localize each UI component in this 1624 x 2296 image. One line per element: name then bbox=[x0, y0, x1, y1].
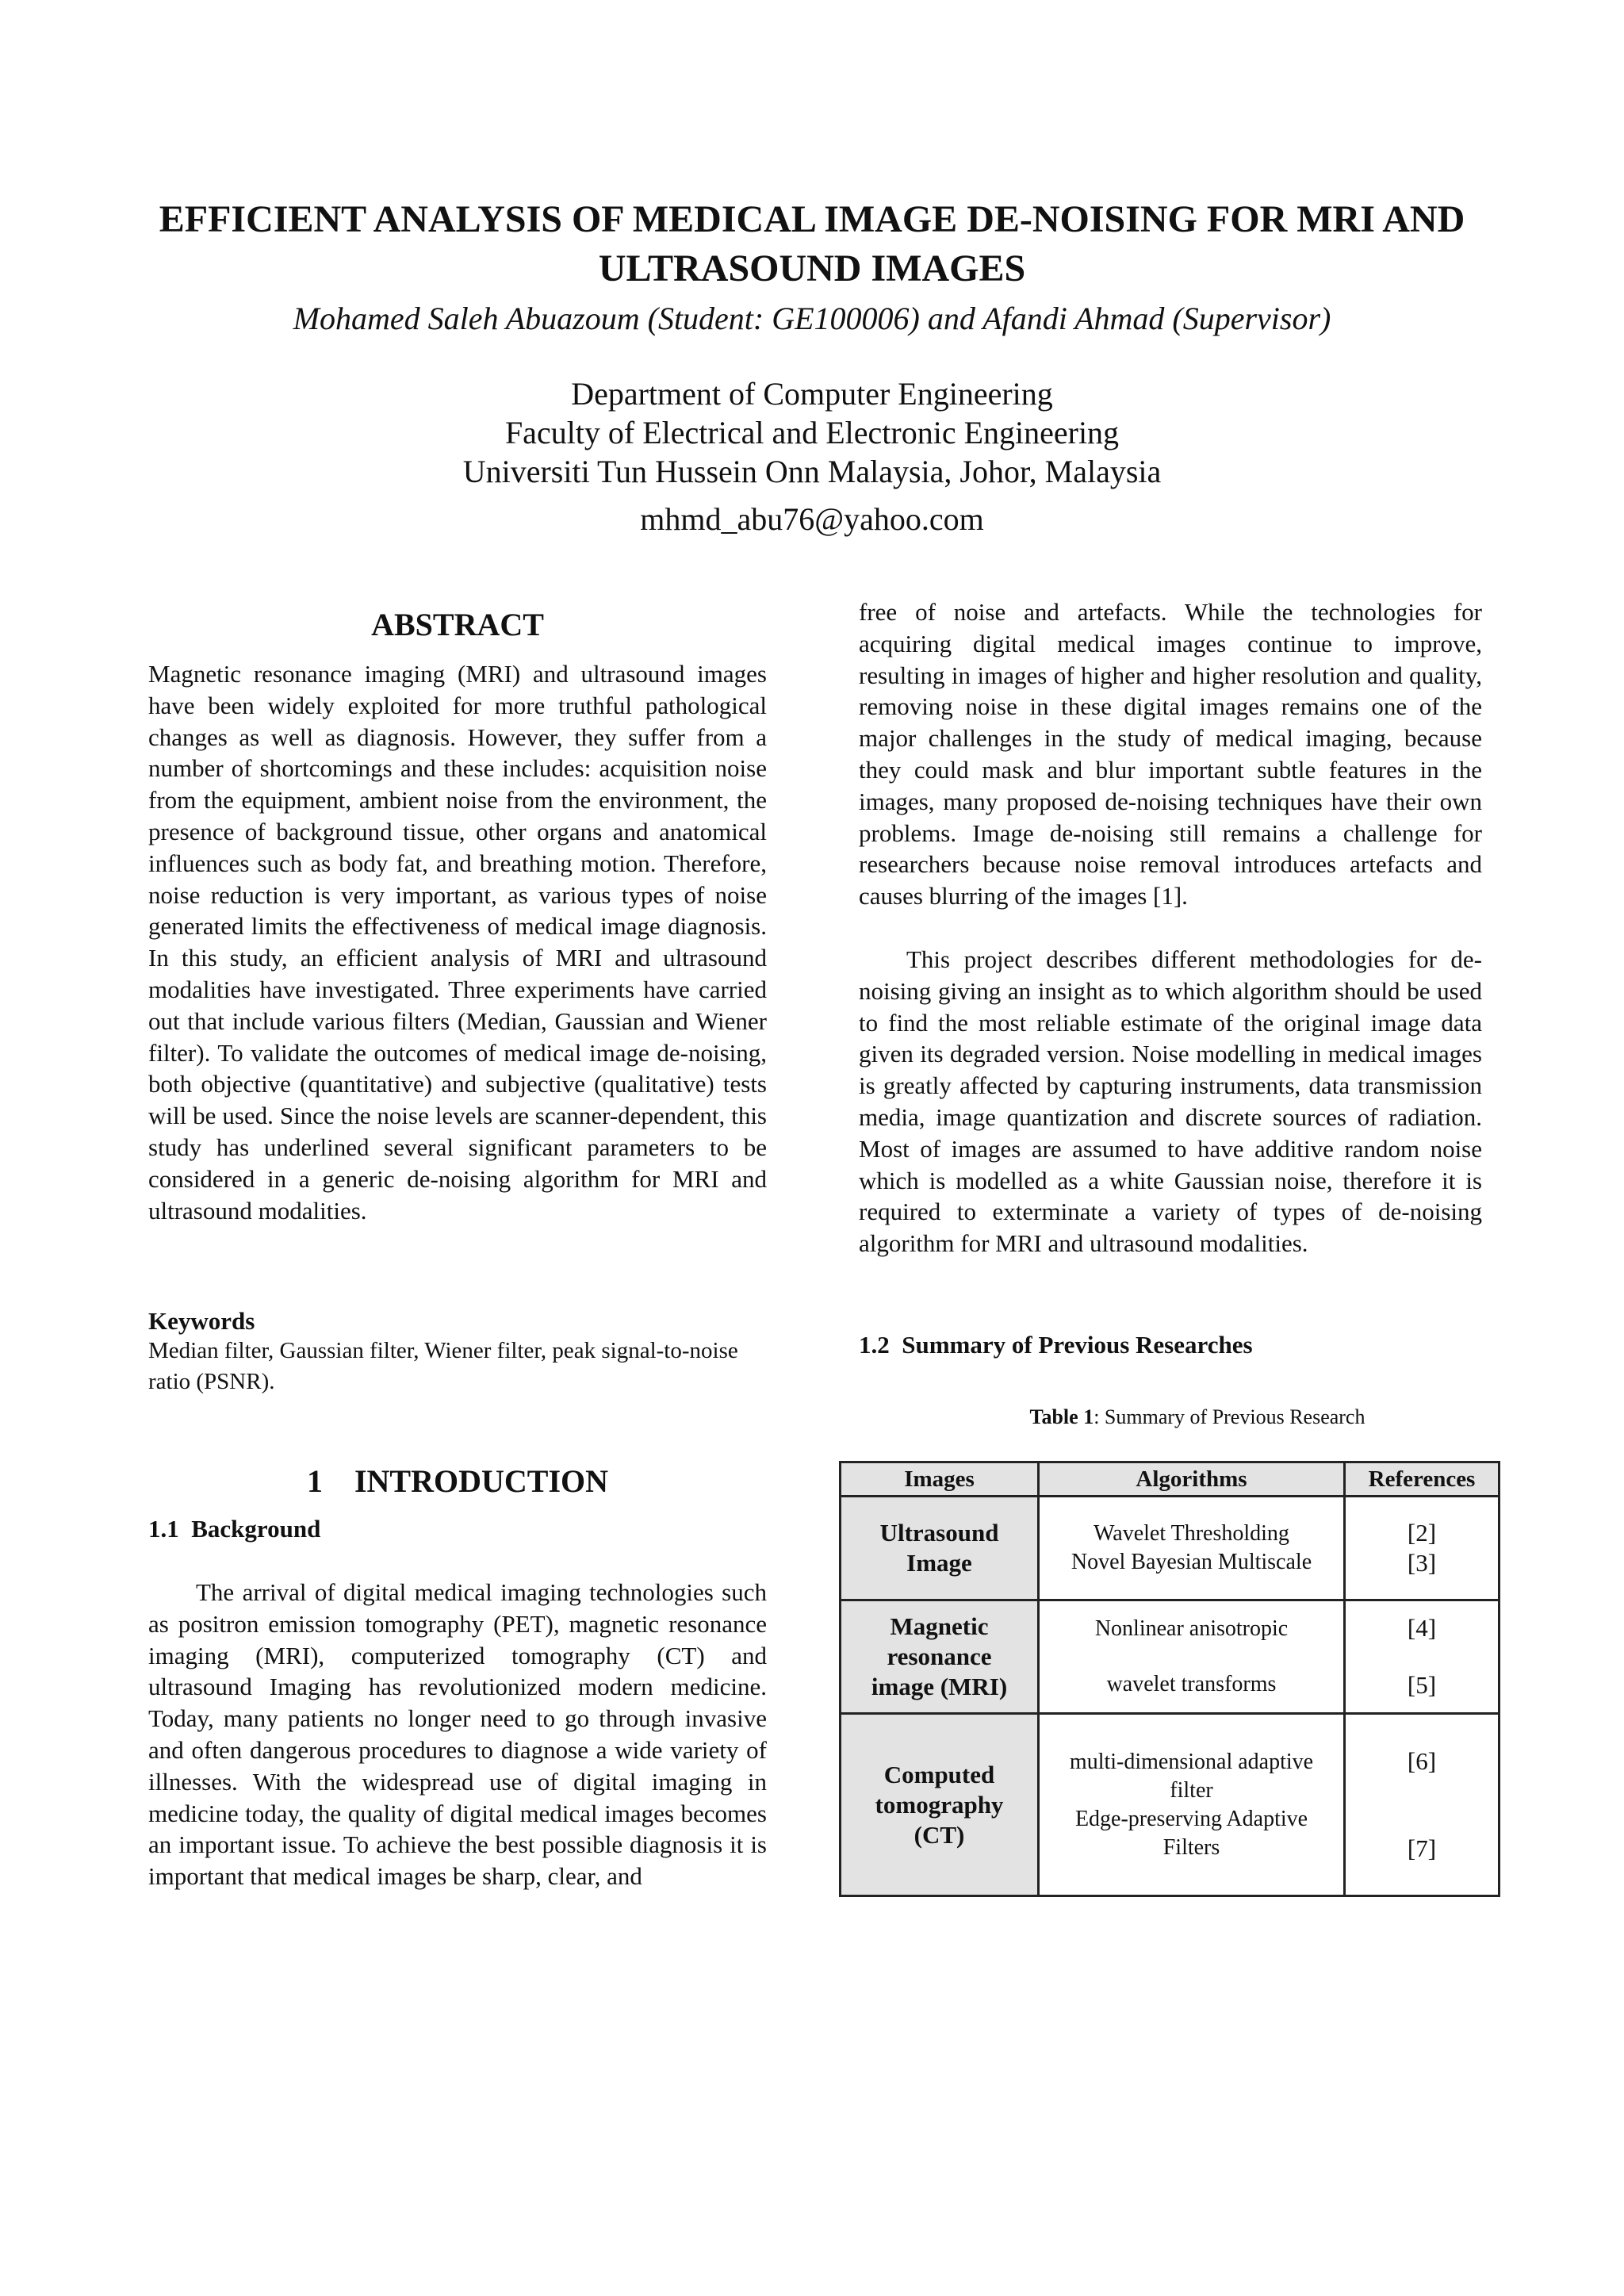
table-header-row bbox=[841, 1462, 1500, 1497]
image-cell: Computed tomography (CT) bbox=[841, 1714, 1039, 1896]
image-cell: Magnetic resonance image (MRI) bbox=[841, 1600, 1039, 1714]
paper-title: EFFICIENT ANALYSIS OF MEDICAL IMAGE DE-NOISING FOR MRI AND ULTRASOUND IMAGES bbox=[159, 198, 1465, 289]
table-caption-text: : Summary of Previous Research bbox=[1094, 1405, 1365, 1428]
keywords-heading: Keywords bbox=[148, 1307, 255, 1335]
methodology-paragraph: This project describes different methodologies for de-noising giving an insight as to which algorithm should be used to find the most reliable estimate of the original image data given its degraded version. Noise modelling in medical images is greatly affected by capturing instruments, data transmission media, image quantization and discrete sources of radiation. Most of images are assumed to have additive random noise which is modelled as a white Gaussian noise, therefore it is required to exterminate a variety of types of de-noising algorithm for MRI and ultrasound modalities. bbox=[859, 945, 1482, 1258]
background-heading: 1.1 Background bbox=[148, 1515, 321, 1543]
background-paragraph: The arrival of digital medical imaging technologies such as positron emission tomography (PET), magnetic resonance imaging (MRI), computerized tomography (CT) and ultrasound Imaging has revolutionized modern medicine. Today, many patients no longer need to go through invasive and often dangerous procedures to diagnose a wide variety of illnesses. With the widespread use of digital imaging in medicine today, the quality of digital medical images becomes an important issue. To achieve the best possible diagnosis it is important that medical images be sharp, clear, and bbox=[148, 1578, 767, 1891]
abstract-heading: ABSTRACT bbox=[371, 607, 544, 642]
algorithm-cell: multi-dimensional adaptive filter Edge-preserving Adaptive Filters bbox=[1039, 1714, 1345, 1896]
image-cell: Ultrasound Image bbox=[841, 1497, 1039, 1600]
affiliation bbox=[95, 374, 1529, 491]
reference-cell: [6] [7] bbox=[1345, 1714, 1500, 1896]
faculty: Faculty of Electrical and Electronic Engineering bbox=[504, 415, 1120, 450]
author-email: mhmd_abu76@yahoo.com bbox=[640, 501, 984, 537]
university: Universiti Tun Hussein Onn Malaysia, Johor, Malaysia bbox=[462, 454, 1162, 489]
abstract-text: Magnetic resonance imaging (MRI) and ultrasound images have been widely exploited for more truthful pathological changes as well as diagnosis. However, they suffer from a number of shortcomings and these includes: acquisition noise from the equipment, ambient noise from the environment, the presence of background tissue, other organs and anatomical influences such as body fat, and breathing motion. Therefore, noise reduction is very important, as various types of noise generated limits the effectiveness of medical image diagnosis. In this study, an efficient analysis of MRI and ultrasound modalities have investigated. Three experiments have carried out that include various filters (Median, Gaussian and Wiener filter). To validate the outcomes of medical image de-noising, both objective (quantitative) and subjective (qualitative) tests will be used. Since the noise levels are scanner-dependent, this study has underlined several significant parameters to be considered in a generic de-noising algorithm for MRI and ultrasound modalities. bbox=[148, 660, 767, 1225]
algorithm-cell: Wavelet Thresholding Novel Bayesian Multiscale bbox=[1039, 1497, 1345, 1600]
table-caption bbox=[841, 1405, 1554, 1429]
table-row bbox=[841, 1497, 1500, 1600]
header-algorithms: Algorithms bbox=[1039, 1462, 1345, 1497]
table-caption-label: Table 1 bbox=[1029, 1405, 1094, 1428]
summary-heading: 1.2 Summary of Previous Researches bbox=[859, 1331, 1253, 1359]
algorithm-cell: Nonlinear anisotropic wavelet transforms bbox=[1039, 1600, 1345, 1714]
summary-table bbox=[839, 1461, 1500, 1897]
keywords-text: Median filter, Gaussian filter, Wiener filter, peak signal-to-noise ratio (PSNR). bbox=[148, 1338, 738, 1394]
department: Department of Computer Engineering bbox=[571, 376, 1053, 412]
table-row bbox=[841, 1600, 1500, 1714]
background-paragraph-continued: free of noise and artefacts. While the technologies for acquiring digital medical images continue to improve, resulting in images of higher and higher resolution and quality, removing noise in these digital images remains one of the major challenges in the study of medical imaging, because they could mask and blur important subtle features in the images, many proposed de-noising techniques have their own problems. Image de-noising still remains a challenge for researchers because noise removal introduces artefacts and causes blurring of the images [1]. bbox=[859, 598, 1482, 910]
header-images: Images bbox=[841, 1462, 1039, 1497]
table-row bbox=[841, 1714, 1500, 1896]
authors: Mohamed Saleh Abuazoum (Student: GE100006) and Afandi Ahmad (Supervisor) bbox=[293, 301, 1331, 336]
reference-cell: [2] [3] bbox=[1345, 1497, 1500, 1600]
introduction-heading: 1 INTRODUCTION bbox=[306, 1463, 609, 1499]
reference-cell: [4] [5] bbox=[1345, 1600, 1500, 1714]
header-references: References bbox=[1345, 1462, 1500, 1497]
